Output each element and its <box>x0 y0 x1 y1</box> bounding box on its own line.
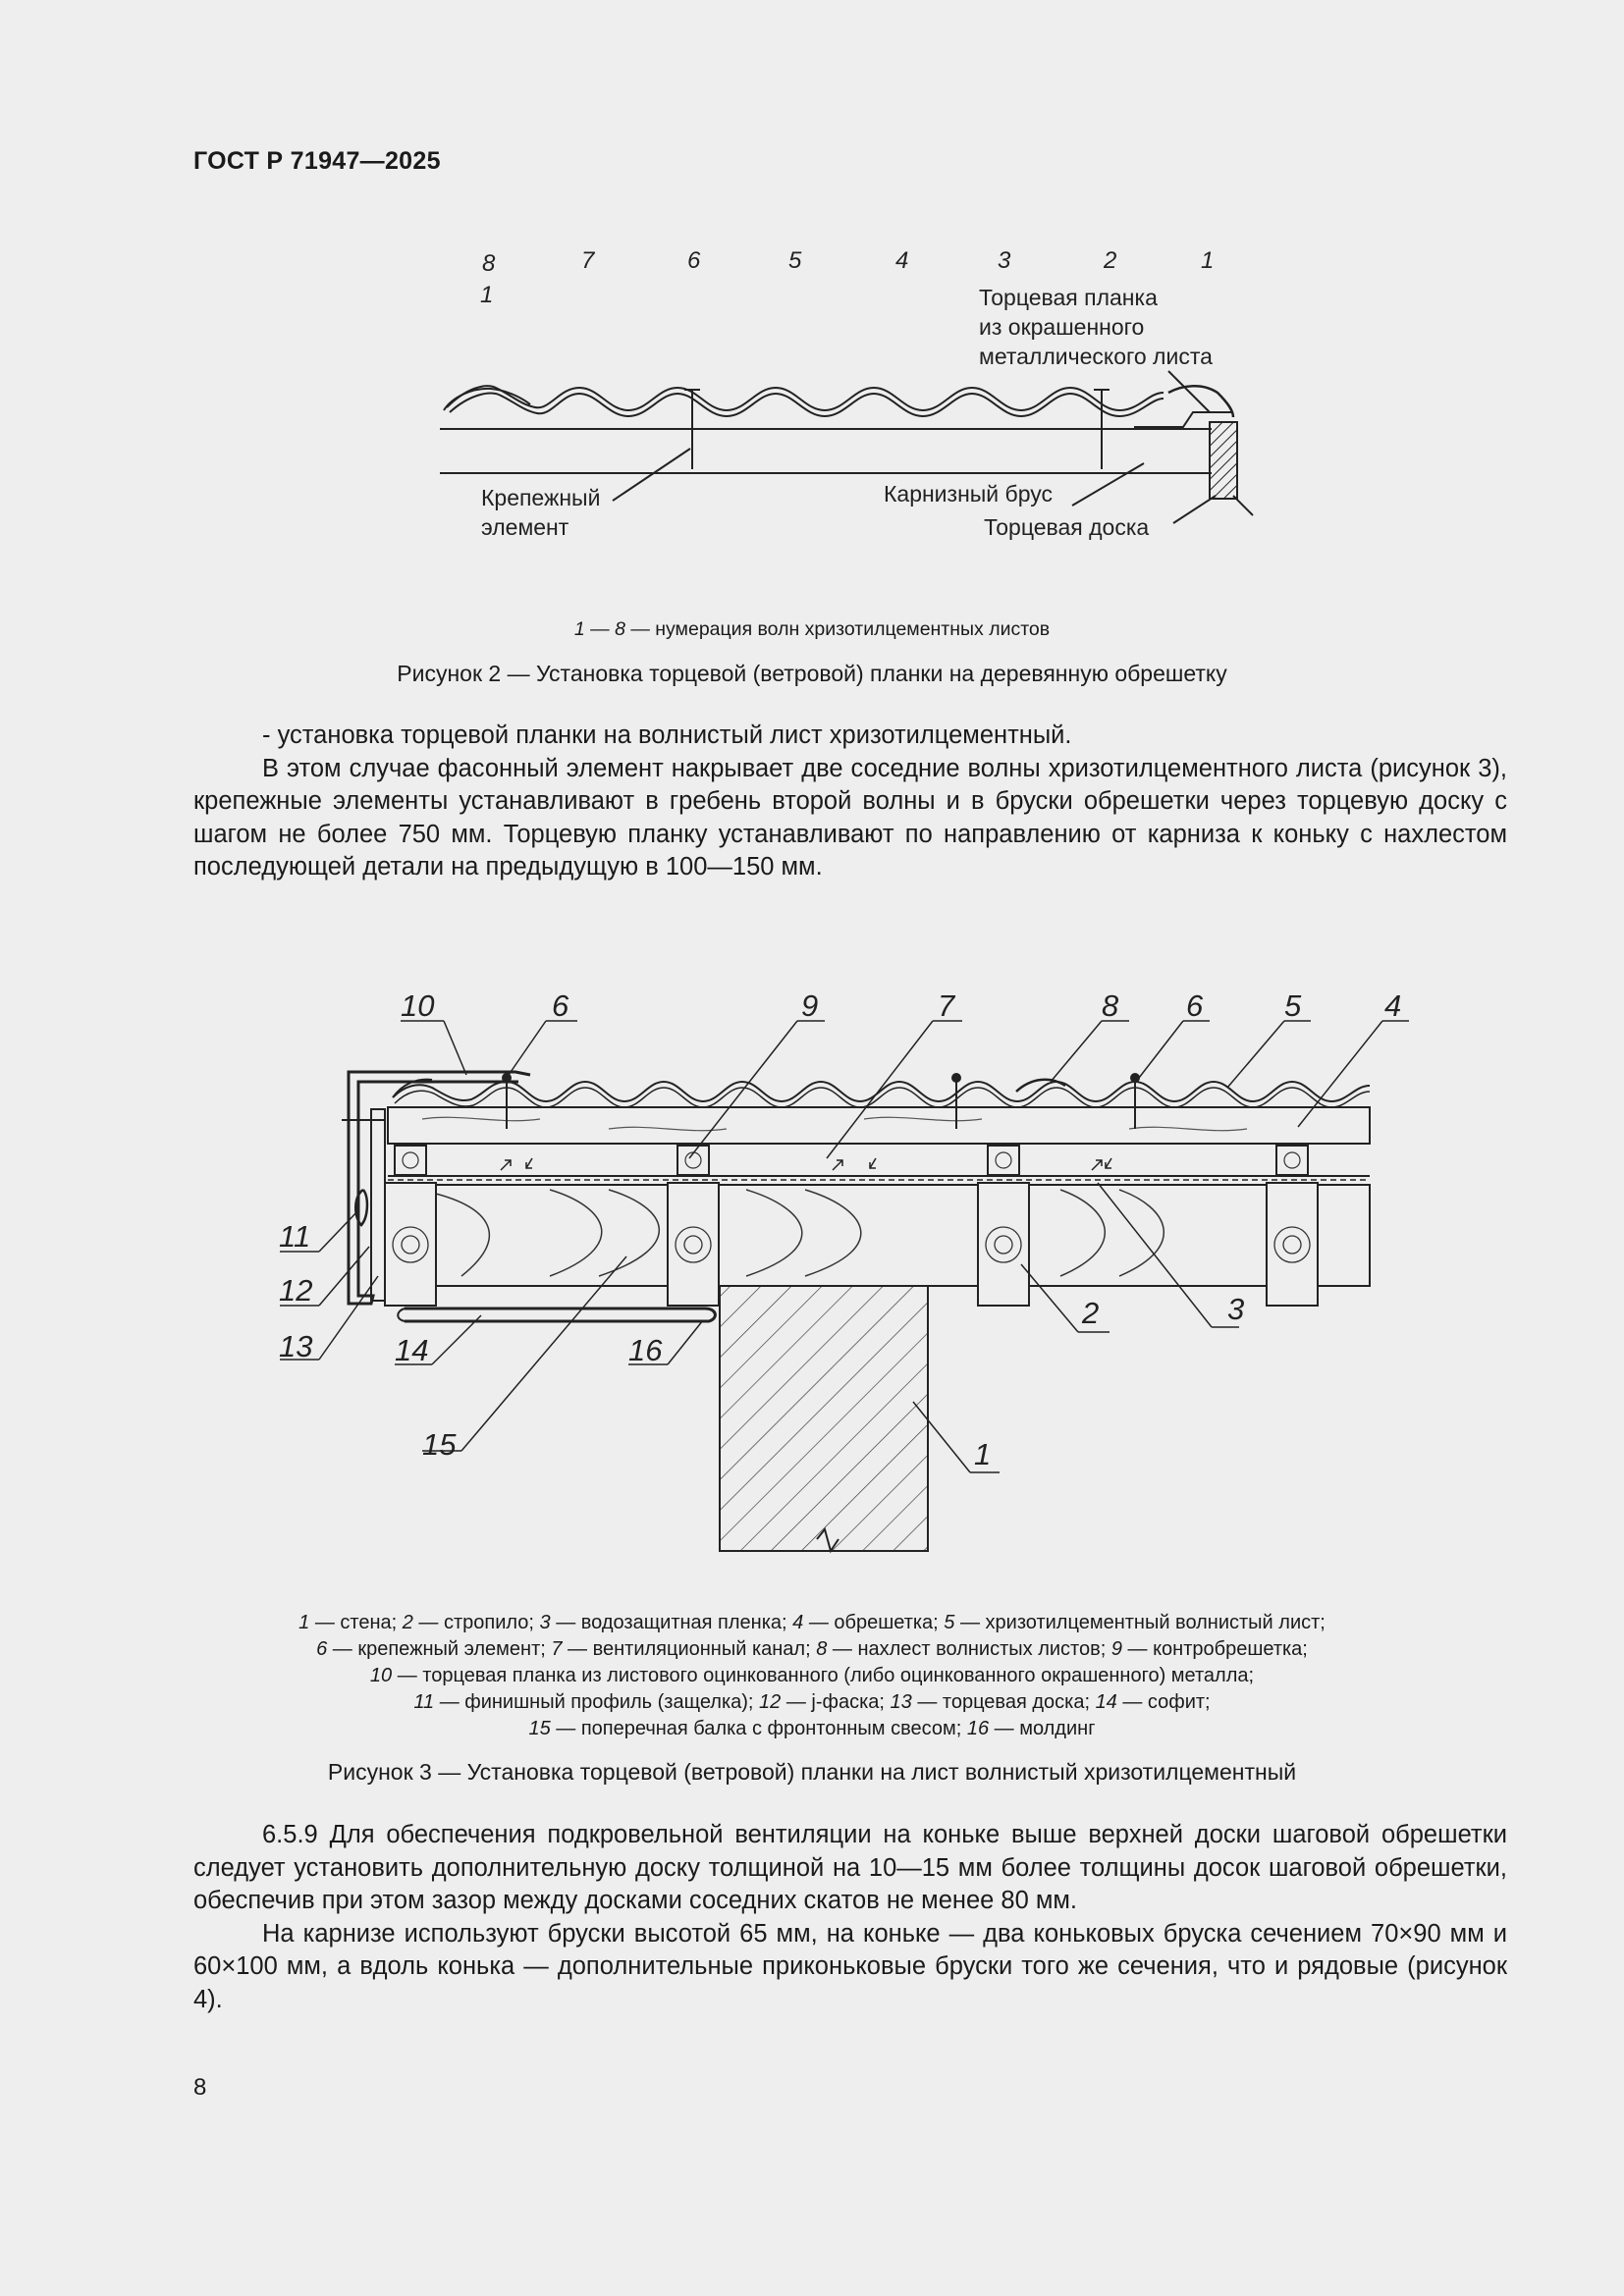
soffit <box>405 1308 715 1321</box>
callout-5: 5 <box>1284 988 1302 1023</box>
legend-line <box>0 1610 1624 1636</box>
wave-number: 6 <box>687 247 701 274</box>
label-end-strip: Торцевая планка <box>979 285 1158 310</box>
legend-num: 8 <box>816 1638 828 1660</box>
legend-number: 1 <box>573 618 585 640</box>
legend-text: — торцевая планка из листового оцинкованного (либо оцинкованного окрашенного) металла; <box>392 1665 1255 1686</box>
callout-6: 6 <box>1186 988 1204 1023</box>
callout-4: 4 <box>1384 988 1402 1023</box>
legend-num: 5 <box>944 1612 955 1633</box>
callout-6: 6 <box>552 988 569 1023</box>
callout-16: 16 <box>628 1333 663 1367</box>
legend-text: — крепежный элемент; <box>327 1638 552 1660</box>
legend-text: — стена; <box>309 1612 403 1633</box>
wave-number: 5 <box>788 247 802 274</box>
callout-15: 15 <box>422 1427 457 1462</box>
legend-num: 12 <box>759 1691 782 1713</box>
label-end-strip: металлического листа <box>979 344 1213 369</box>
corrugated-sheet <box>393 1082 1370 1101</box>
legend-num: 15 <box>528 1718 551 1739</box>
legend-num: 7 <box>551 1638 563 1660</box>
wave-number: 1 <box>1201 247 1215 274</box>
figure-2-legend: 1 — 8 — нумерация волн хризотилцементных листов <box>573 618 1051 640</box>
legend-text: — обрешетка; <box>803 1612 945 1633</box>
legend-num: 3 <box>539 1612 551 1633</box>
callout-9: 9 <box>801 988 819 1023</box>
page-number: 8 <box>193 2074 207 2101</box>
label-fastener: элемент <box>481 514 569 540</box>
legend-text: — хризотилцементный волнистый лист; <box>954 1612 1326 1633</box>
figure-2-caption: Рисунок 2 — Установка торцевой (ветровой) планки на деревянную обрешетку <box>397 661 1227 686</box>
label-fastener: Крепежный <box>481 485 601 510</box>
legend-number: 8 <box>615 618 625 640</box>
label-eaves-beam: Карнизный брус <box>884 481 1053 507</box>
end-board <box>371 1109 385 1301</box>
wave-number: 4 <box>895 247 909 274</box>
legend-num: 4 <box>792 1612 804 1633</box>
figure-3-caption: Рисунок 3 — Установка торцевой (ветровой) планки на лист волнистый хризотилцементный <box>327 1759 1297 1785</box>
legend-text: — j-фаска; <box>781 1691 891 1713</box>
wave-number: 7 <box>581 247 595 274</box>
legend-num: 1 <box>298 1612 310 1633</box>
callout-11: 11 <box>279 1219 311 1254</box>
figure-3-drawing <box>0 972 1624 1580</box>
callout-3: 3 <box>1227 1292 1245 1326</box>
paragraph: 6.5.9 Для обеспечения подкровельной вентиляции на коньке выше верхней доски шаговой обрешетки следует установить дополнительную доску толщиной на 10—15 мм более толщины досок шаговой обрешетки, обеспечив при этом зазор между досками соседних скатов не менее 80 мм. <box>193 1821 1507 1914</box>
legend-text: — контробрешетка; <box>1121 1638 1308 1660</box>
legend-num: 10 <box>369 1665 393 1686</box>
legend-text: — нумерация волн хризотилцементных листов <box>630 618 1051 640</box>
legend-line <box>0 1636 1624 1663</box>
callout-10: 10 <box>401 988 435 1023</box>
body-text-1 <box>193 720 1507 884</box>
legend-text: — молдинг <box>989 1718 1096 1739</box>
legend-num: 13 <box>890 1691 912 1713</box>
document-header: ГОСТ Р 71947—2025 <box>193 147 441 175</box>
wall <box>720 1286 928 1551</box>
callout-1: 1 <box>974 1437 992 1471</box>
legend-line <box>0 1689 1624 1716</box>
figure-2-drawing <box>0 236 1624 550</box>
legend-text: — торцевая доска; <box>911 1691 1096 1713</box>
wave-number: 8 <box>482 250 496 277</box>
legend-text: — вентиляционный канал; <box>562 1638 817 1660</box>
label-end-strip: из окрашенного <box>979 314 1145 340</box>
legend-num: 6 <box>316 1638 328 1660</box>
legend-num: 14 <box>1095 1691 1117 1713</box>
callout-12: 12 <box>279 1273 313 1308</box>
end-board <box>1210 422 1237 499</box>
body-text-2 <box>193 1819 1507 2016</box>
legend-num: 2 <box>402 1612 413 1633</box>
legend-text: — софит; <box>1116 1691 1211 1713</box>
wave-number: 2 <box>1104 247 1117 274</box>
legend-text: — водозащитная пленка; <box>550 1612 793 1633</box>
legend-text: — стропило; <box>412 1612 540 1633</box>
figure-3-legend <box>0 1610 1624 1742</box>
callout-14: 14 <box>395 1333 429 1367</box>
label-end-board: Торцевая доска <box>984 514 1150 540</box>
callout-13: 13 <box>279 1329 313 1363</box>
callout-7: 7 <box>938 988 955 1023</box>
paragraph: На карнизе используют бруски высотой 65 мм, на коньке — два коньковых бруска сечением 70×90 мм и 60×100 мм, а вдоль конька — дополнительные приконьковые бруски того же сечения, что и рядовые (рисунок 4). <box>193 1919 1507 2013</box>
legend-num: 9 <box>1110 1638 1122 1660</box>
legend-text: — нахлест волнистых листов; <box>827 1638 1111 1660</box>
legend-num: 11 <box>413 1691 435 1713</box>
wave-number: 3 <box>998 247 1011 274</box>
rafter-band <box>388 1185 1370 1286</box>
callout-2: 2 <box>1082 1296 1100 1330</box>
legend-text: — финишный профиль (защелка); <box>434 1691 760 1713</box>
callout-8: 8 <box>1102 988 1119 1023</box>
wave-number: 1 <box>480 282 494 308</box>
legend-line <box>0 1716 1624 1742</box>
legend-num: 16 <box>966 1718 990 1739</box>
legend-line <box>0 1663 1624 1689</box>
batten <box>388 1107 1370 1144</box>
legend-text: — поперечная балка с фронтонным свесом; <box>550 1718 967 1739</box>
paragraph: В этом случае фасонный элемент накрывает две соседние волны хризотилцементного листа (рисунок 3), крепежные элементы устанавливают в гребень второй волны и в бруски обрешетки через торцевую доску с шагом не более 750 мм. Торцевую планку устанавливают по направлению от карниза к коньку с нахлестом последующей детали на предыдущую в 100—150 мм. <box>193 754 1507 881</box>
bullet-item: - установка торцевой планки на волнистый лист хризотилцементный. <box>262 721 1072 749</box>
